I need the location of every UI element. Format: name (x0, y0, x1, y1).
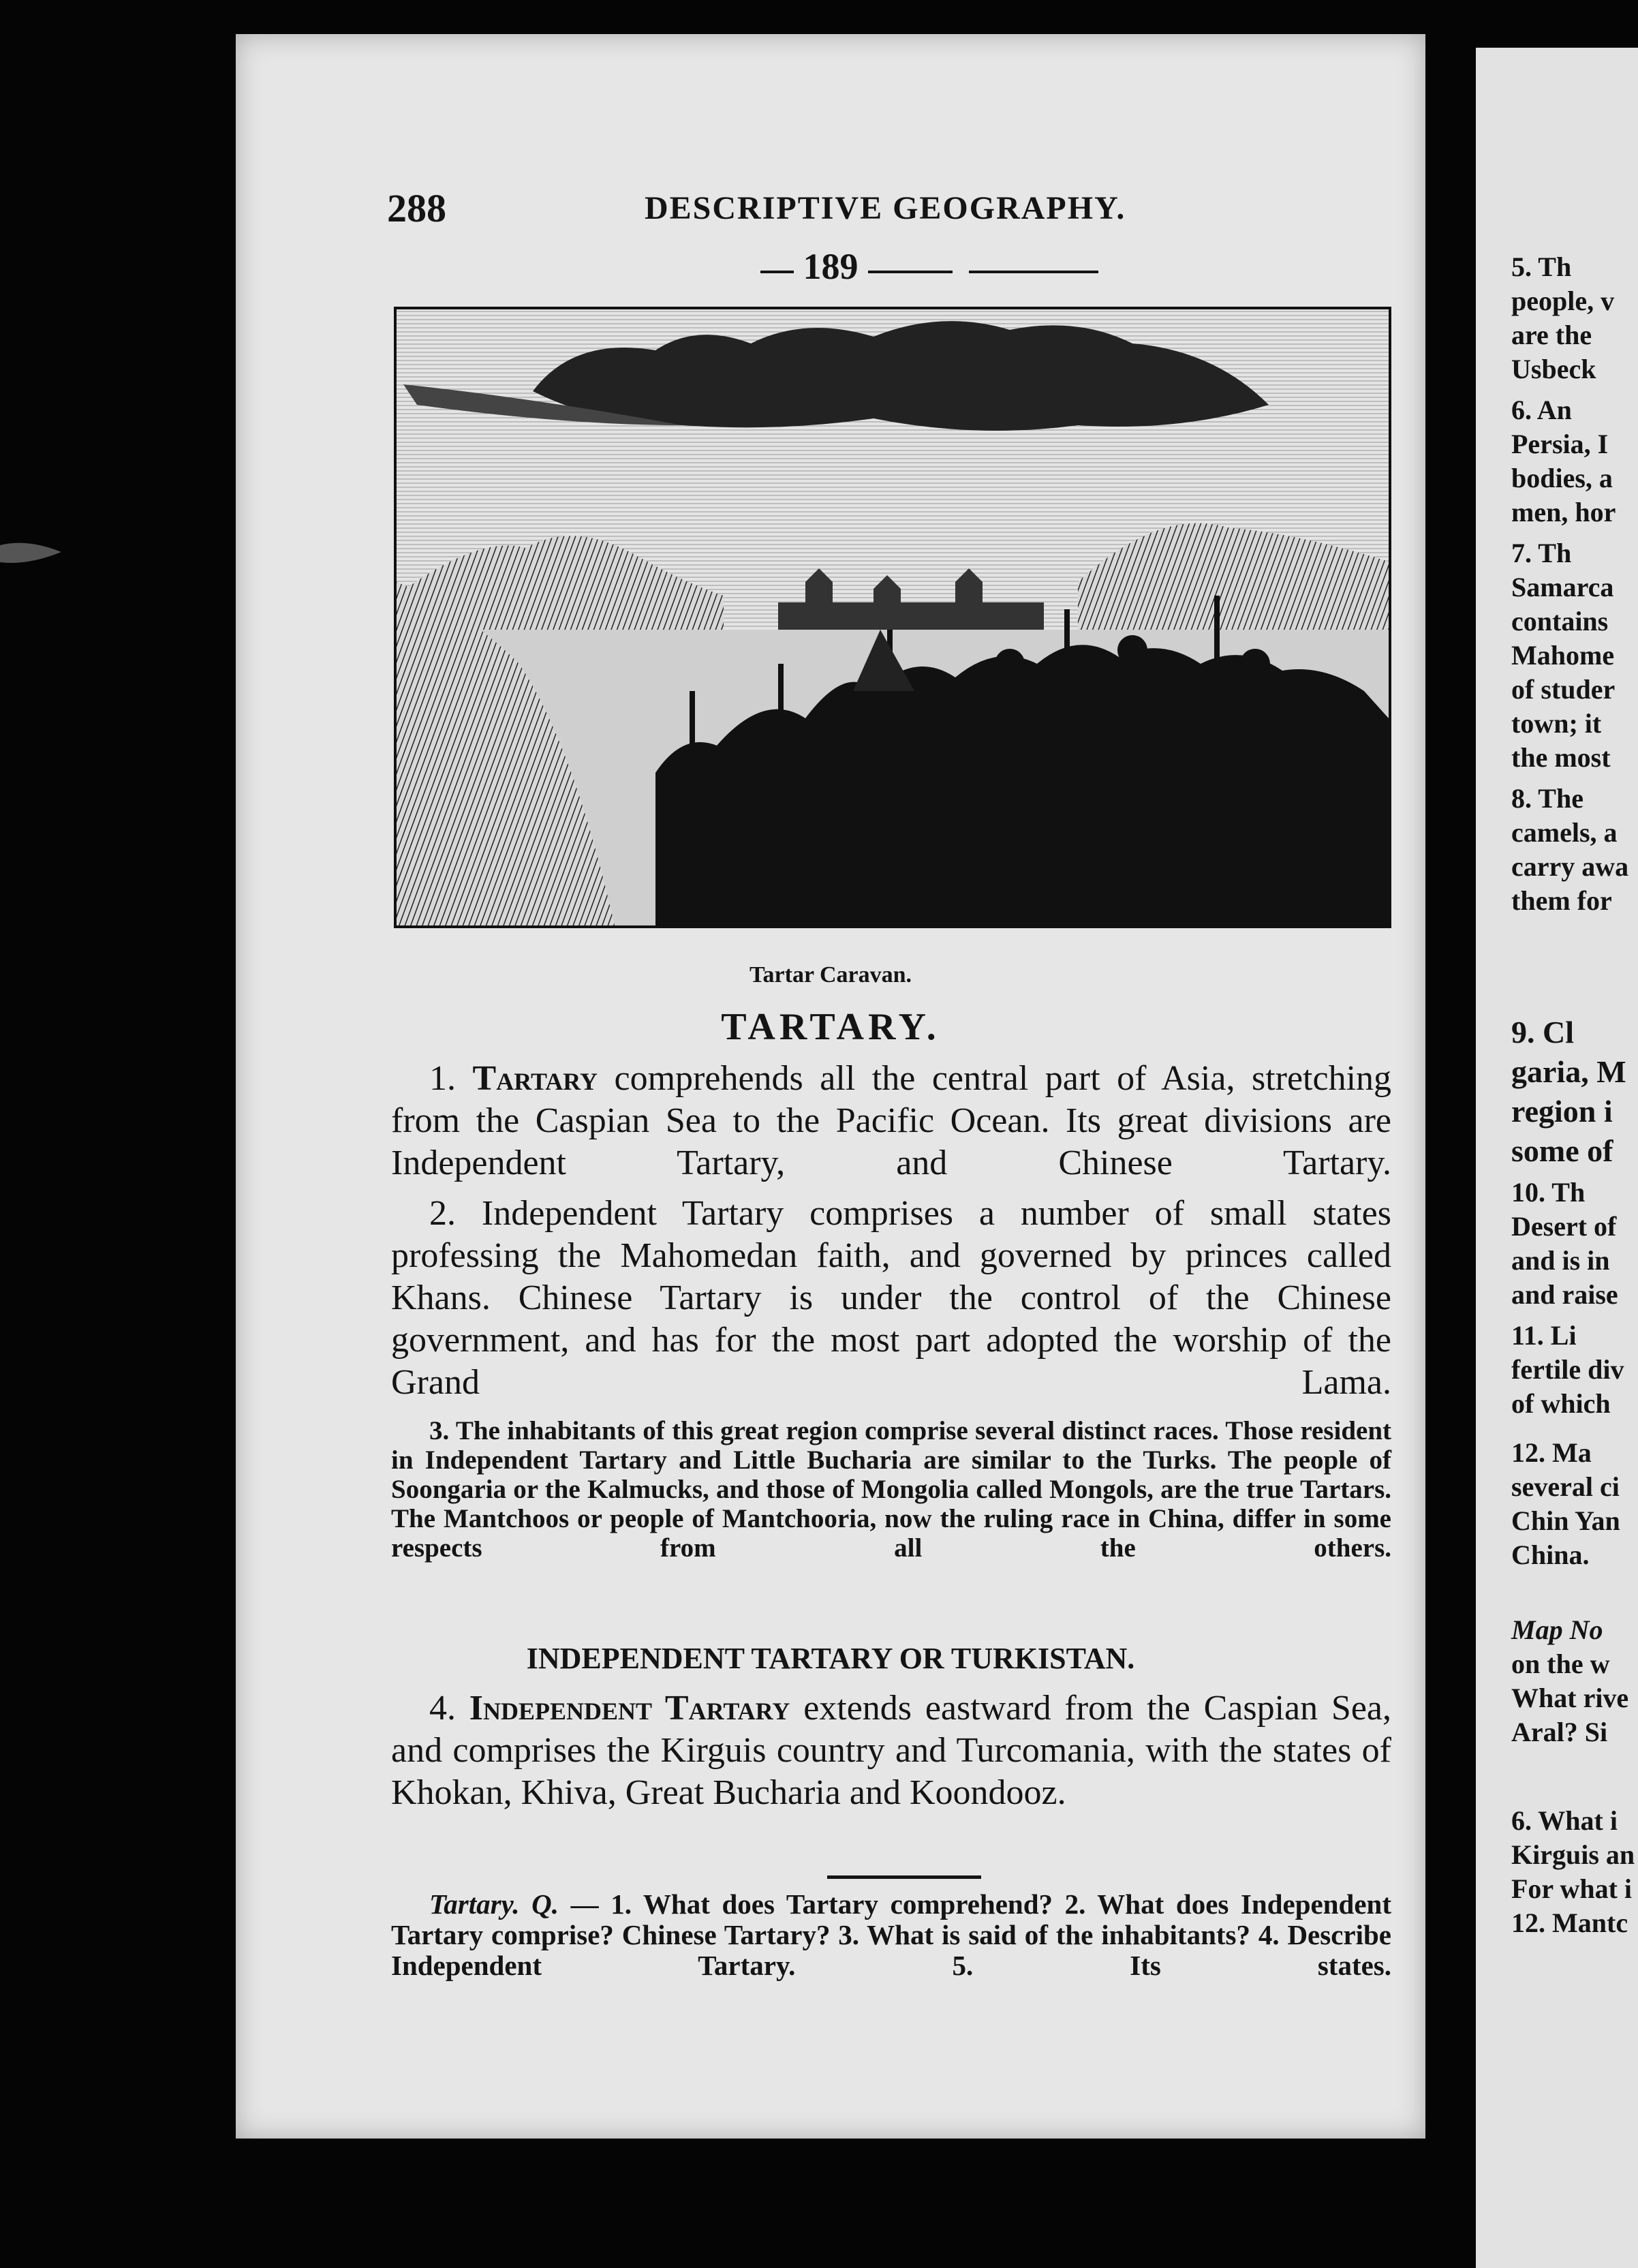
book-page (236, 34, 1425, 2139)
facing-line: 9. Cl (1511, 1015, 1574, 1049)
section-title: TARTARY. (721, 1006, 940, 1048)
facing-line: Desert of (1511, 1211, 1617, 1242)
running-title: DESCRIPTIVE GEOGRAPHY. (645, 190, 1126, 226)
facing-line: For what i (1511, 1873, 1633, 1904)
figure-caption: Tartar Caravan. (750, 962, 912, 987)
facing-line: 8. The (1511, 783, 1583, 814)
facing-line: region i (1511, 1094, 1613, 1129)
facing-line: Map No (1511, 1614, 1603, 1645)
page-edge-shadow (0, 532, 61, 579)
facing-line: Persia, I (1511, 429, 1609, 459)
paragraph-1-lead: Tartary (472, 1059, 598, 1098)
caravan-engraving (394, 307, 1391, 928)
paragraph-1-number: 1. (429, 1059, 456, 1098)
figure-rule-right (969, 271, 1098, 273)
facing-line: Aral? Si (1511, 1717, 1608, 1747)
facing-line: carry awa (1511, 851, 1629, 882)
facing-page-fragment (1476, 48, 1638, 2268)
questions-text: — 1. What does Tartary comprehend? 2. What does Independent Tartary comprise? Chinese Tartary? 3. What is said of the inhabitants? 4. Describe Independent Tartary. 5. Its states. (391, 1888, 1391, 1981)
facing-line: 11. Li (1511, 1320, 1577, 1351)
facing-line: 7. Th (1511, 538, 1572, 568)
questions-label: Tartary. Q. (429, 1888, 559, 1920)
facing-line: 12. Mantc (1511, 1907, 1628, 1938)
facing-line: fertile div (1511, 1354, 1624, 1385)
paragraph-4-number: 4. (429, 1689, 456, 1728)
facing-line: men, hor (1511, 497, 1616, 527)
facing-line: Samarca (1511, 572, 1614, 602)
facing-line: them for (1511, 885, 1612, 916)
facing-line: 12. Ma (1511, 1437, 1592, 1468)
facing-line: garia, M (1511, 1054, 1626, 1089)
facing-line: What rive (1511, 1683, 1629, 1713)
facing-line: Chin Yan (1511, 1505, 1620, 1536)
review-questions (391, 1889, 1391, 1981)
facing-line: of studer (1511, 674, 1616, 705)
facing-line: several ci (1511, 1471, 1620, 1502)
paragraph-4-lead: Independent Tartary (469, 1689, 790, 1728)
subsection-title: INDEPENDENT TARTARY OR TURKISTAN. (526, 1642, 1135, 1675)
paragraph-2 (391, 1193, 1391, 1404)
facing-line: and is in (1511, 1245, 1610, 1276)
paragraph-4-text: extends eastward from the Caspian Sea, and comprises the Kirguis country and Turcomania, with the states of Khokan, Khiva, Great Bucharia and Koondooz. (391, 1689, 1392, 1812)
facing-line: town; it (1511, 708, 1602, 739)
facing-line: contains (1511, 606, 1609, 637)
paragraph-1-text: comprehends all the central part of Asia, stretching from the Caspian Sea to the Pacific Ocean. Its great divisions are Independent Tartary, and Chinese Tartary. (391, 1059, 1392, 1182)
facing-line: Kirguis an (1511, 1839, 1635, 1870)
facing-line: 5. Th (1511, 251, 1572, 282)
facing-line: 6. What i (1511, 1805, 1618, 1836)
facing-line: some of (1511, 1133, 1613, 1168)
paragraph-3 (391, 1416, 1391, 1563)
facing-line: people, v (1511, 286, 1615, 316)
caravan-engraving-art (397, 309, 1389, 925)
figure-number-text: 189 (794, 246, 868, 287)
facing-line: the most (1511, 742, 1611, 773)
facing-line: bodies, a (1511, 463, 1613, 493)
facing-line: are the (1511, 320, 1592, 350)
page-number: 288 (387, 186, 446, 230)
paragraph-2-text: 2. Independent Tartary comprises a number of small states professing the Mahomedan faith, and governed by princes called Khans. Chinese Tartary is under the control of the Chinese government, and has for the most part adopted the worship of the Grand Lama. (391, 1194, 1391, 1402)
facing-line: camels, a (1511, 817, 1618, 848)
facing-line: 10. Th (1511, 1177, 1586, 1208)
facing-line: on the w (1511, 1649, 1610, 1679)
facing-line: 6. An (1511, 395, 1572, 425)
questions-rule (827, 1875, 981, 1879)
figure-number (236, 245, 1425, 288)
facing-line: and raise (1511, 1279, 1618, 1310)
paragraph-1 (391, 1058, 1391, 1184)
facing-line: of which (1511, 1388, 1611, 1419)
paragraph-3-text: 3. The inhabitants of this great region comprise several distinct races. Those resident in Independent Tartary and Little Bucharia are similar to the Turks. The people of Soongaria or the Kalmucks, and those of Mongolia called Mongols, are the true Tartars. The Mantchoos or people of Mantchooria, now the ruling race in China, differ in some respects from all the others. (391, 1416, 1391, 1563)
facing-line: Usbeck (1511, 354, 1596, 384)
paragraph-4 (391, 1687, 1391, 1814)
facing-line: China. (1511, 1539, 1590, 1570)
facing-line: Mahome (1511, 640, 1615, 671)
